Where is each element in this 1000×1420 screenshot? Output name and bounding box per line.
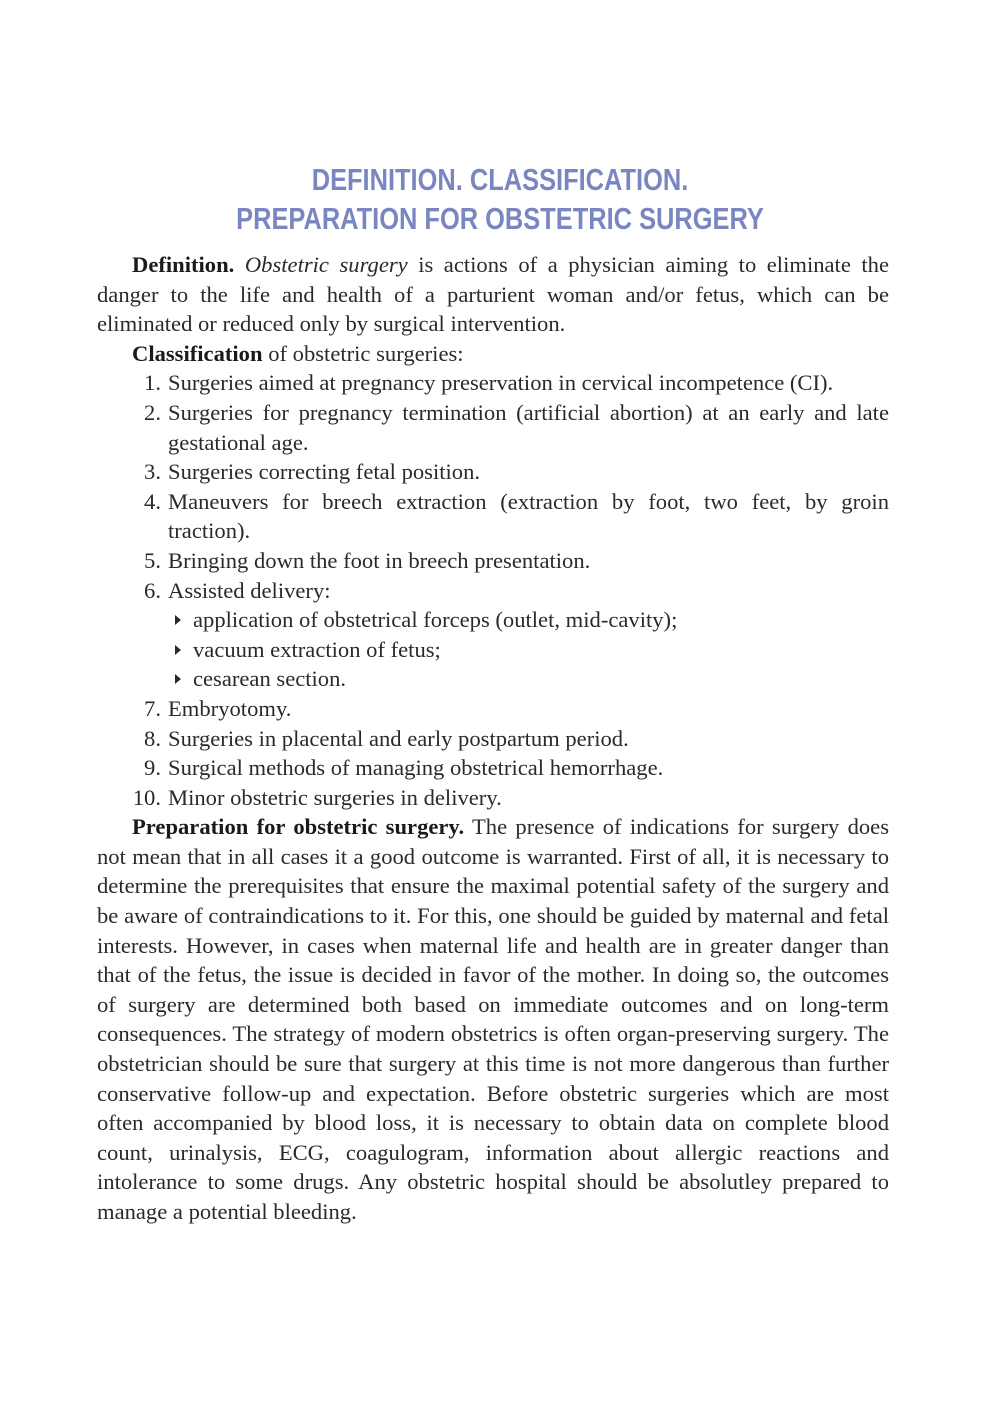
triangle-bullet-icon	[175, 674, 181, 684]
triangle-bullet-icon	[175, 615, 181, 625]
list-item	[97, 457, 889, 487]
list-number: 6.	[144, 577, 161, 603]
sublist-item	[97, 635, 889, 665]
sublist-text: cesarean section.	[193, 666, 347, 692]
classification-text: of obstetric surgeries:	[262, 340, 464, 366]
list-item	[97, 398, 889, 457]
list-item	[97, 487, 889, 546]
list-text: Maneuvers for breech extraction (extraction by foot, two feet, by groin traction).	[168, 488, 889, 544]
classification-label: Classification	[132, 340, 263, 366]
list-number: 5.	[144, 547, 161, 573]
list-number: 1.	[144, 370, 161, 396]
triangle-bullet-icon	[175, 645, 181, 655]
list-item	[97, 753, 889, 783]
list-item	[97, 546, 889, 576]
sublist-text: application of obstetrical forceps (outlet, mid-cavity);	[193, 607, 678, 633]
preparation-text: The presence of indications for surgery does not mean that in all cases it a good outcome is warranted. First of all, it is necessary to determine the prerequisites that ensure the maximal potential safety of the surgery and be aware of contraindications to it. For this, one should be guided by maternal and fetal interests. However, in cases when maternal life and health are in greater danger than that of the fetus, the issue is decided in favor of the mother. In doing so, the outcomes of surgery are determined both based on immediate outcomes and on long-term consequences. The strategy of modern obstetrics is often organ-preserving surgery. The obstetrician should be sure that surgery at this time is not more dangerous than further conservative follow-up and expectation. Before obstetric surgeries which are most often accompanied by blood loss, it is necessary to obtain data on complete blood count, urinalysis, ECG, coagulogram, information about allergic reactions and intolerance to some drugs. Any obstetric hospital should be absolutley prepared to manage a potential bleeding.	[97, 814, 889, 1224]
body-text	[97, 250, 889, 1227]
list-text: Bringing down the foot in breech presentation.	[168, 547, 591, 573]
list-number: 10.	[132, 784, 161, 810]
list-number: 7.	[144, 695, 161, 721]
list-text: Assisted delivery:	[168, 577, 331, 603]
list-item	[97, 368, 889, 398]
list-item	[97, 783, 889, 813]
title-line-2: PREPARATION FOR OBSTETRIC SURGERY	[236, 201, 764, 236]
classification-list	[97, 368, 889, 605]
list-number: 9.	[144, 755, 161, 781]
assisted-delivery-sublist	[97, 605, 889, 694]
list-text: Surgical methods of managing obstetrical hemorrhage.	[168, 755, 664, 781]
preparation-paragraph	[97, 812, 889, 1226]
list-text: Surgeries for pregnancy termination (artificial abortion) at an early and late gestational age.	[168, 399, 889, 455]
list-item	[97, 694, 889, 724]
list-item	[97, 724, 889, 754]
list-number: 4.	[144, 488, 161, 514]
list-number: 3.	[144, 459, 161, 485]
sublist-item	[97, 664, 889, 694]
list-text: Surgeries aimed at pregnancy preservation in cervical incompetence (CI).	[168, 370, 834, 396]
page-title	[0, 160, 1000, 238]
sublist-text: vacuum extraction of fetus;	[193, 636, 441, 662]
list-item	[97, 576, 889, 606]
list-text: Embryotomy.	[168, 695, 292, 721]
list-text: Minor obstetric surgeries in delivery.	[168, 784, 502, 810]
list-text: Surgeries correcting fetal position.	[168, 459, 481, 485]
list-number: 8.	[144, 725, 161, 751]
definition-paragraph	[97, 250, 889, 339]
definition-label: Definition.	[132, 252, 235, 277]
definition-term: Obstetric surgery	[244, 252, 408, 277]
list-number: 2.	[144, 399, 161, 425]
classification-list-continued	[97, 694, 889, 812]
sublist-item	[97, 605, 889, 635]
classification-intro	[97, 339, 889, 369]
preparation-label: Preparation for obstetric surgery.	[132, 814, 465, 840]
definition-text: is actions of a physician aiming to eliminate the danger to the life and health of a parturient woman and/or fetus, which can be eliminated or reduced only by surgical intervention.	[97, 252, 889, 337]
list-text: Surgeries in placental and early postpartum period.	[168, 725, 629, 751]
title-line-1: DEFINITION. CLASSIFICATION.	[311, 162, 689, 197]
